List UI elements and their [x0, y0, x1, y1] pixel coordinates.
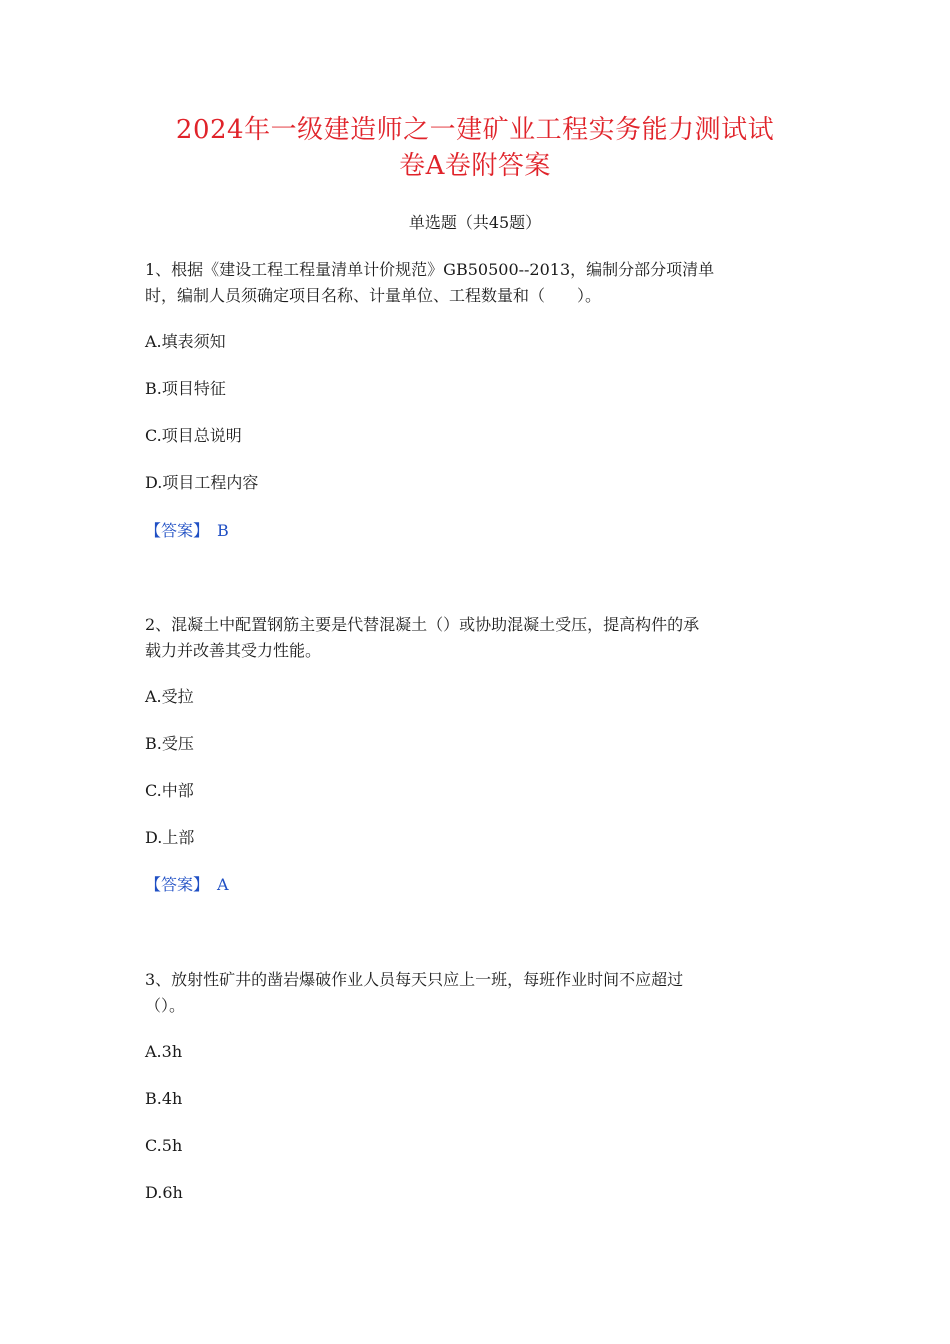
title-line-1: 2024年一级建造师之一建矿业工程实务能力测试试	[175, 115, 775, 145]
question-3-option-a: A.3h	[145, 1042, 183, 1061]
question-stem-line: （）。	[145, 996, 186, 1015]
question-2-option-b: B.受压	[145, 734, 194, 753]
question-3-stem	[145, 967, 815, 1019]
question-3-option-c: C.5h	[145, 1136, 183, 1155]
question-1-option-b: B.项目特征	[145, 379, 226, 398]
question-2-option-a: A.受拉	[145, 687, 194, 706]
section-heading: 单选题（共45题）	[408, 213, 542, 232]
question-2-stem	[145, 612, 815, 664]
question-stem-line: 时，编制人员须确定项目名称、计量单位、工程数量和（ ）。	[145, 286, 602, 305]
question-1-answer	[145, 520, 229, 542]
question-stem-line: 2、混凝土中配置钢筋主要是代替混凝土（）或协助混凝土受压，提高构件的承	[145, 615, 700, 634]
question-3-option-d: D.6h	[145, 1183, 183, 1202]
question-2-option-d: D.上部	[145, 828, 195, 847]
answer-label: 【答案】	[145, 521, 210, 540]
question-stem-line: 载力并改善其受力性能。	[145, 641, 322, 660]
question-1-option-a: A.填表须知	[145, 332, 226, 351]
answer-value: B	[217, 521, 229, 540]
answer-value: A	[217, 875, 229, 894]
title-line-2: 卷A卷附答案	[399, 151, 551, 181]
question-1-option-c: C.项目总说明	[145, 426, 242, 445]
question-1-option-d: D.项目工程内容	[145, 473, 259, 492]
question-2-answer	[145, 874, 229, 896]
document-title	[120, 112, 830, 184]
question-stem-line: 1、根据《建设工程工程量清单计价规范》GB50500--2013，编制分部分项清单	[145, 260, 715, 279]
question-stem-line: 3、放射性矿井的凿岩爆破作业人员每天只应上一班，每班作业时间不应超过	[145, 970, 684, 989]
question-1-stem	[145, 257, 815, 309]
answer-label: 【答案】	[145, 875, 210, 894]
question-2-option-c: C.中部	[145, 781, 194, 800]
question-3-option-b: B.4h	[145, 1089, 183, 1108]
